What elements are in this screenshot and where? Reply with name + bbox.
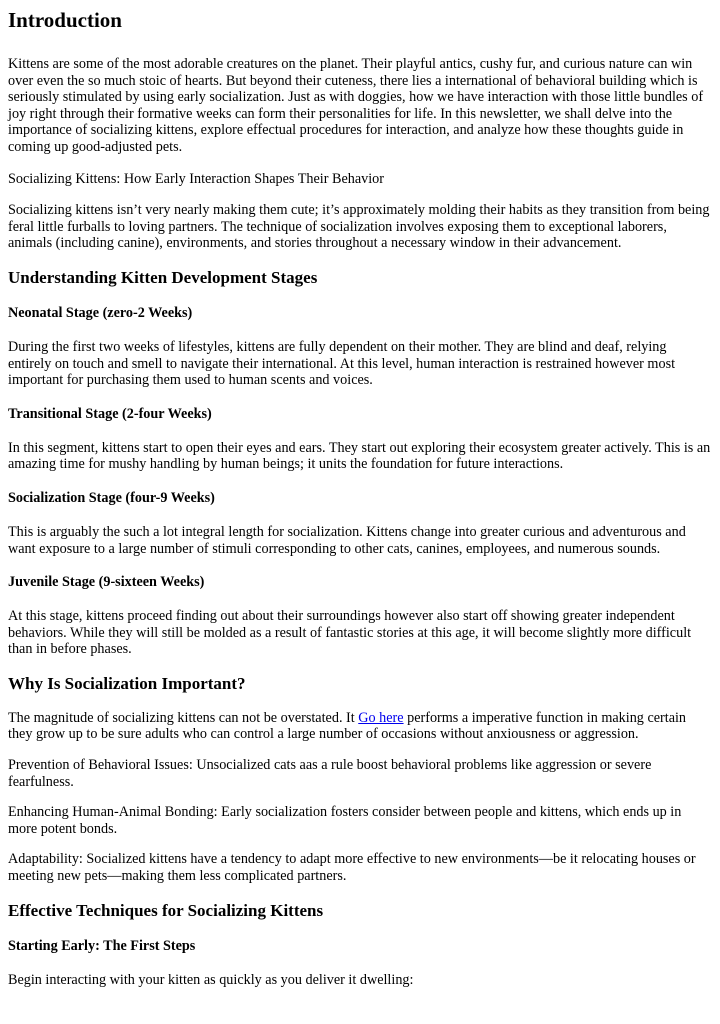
neonatal-text: During the first two weeks of lifestyles, kittens are fully dependent on their mother. They are blind and deaf, relying entirely on touch and smell to navigate their international. At this level, human interaction is restrained however most important for purchasing them used to human scents and voices. bbox=[8, 338, 676, 389]
go-here-link[interactable]: Go here bbox=[358, 709, 404, 726]
importance-text-before: The magnitude of socializing kittens can not be overstated. It bbox=[8, 709, 359, 726]
importance-paragraph-2: Prevention of Behavioral Issues: Unsocialized cats aas a rule boost behavioral problems like aggression or severe fearfulness. bbox=[8, 757, 652, 790]
stages-heading: Understanding Kitten Development Stages bbox=[8, 267, 318, 287]
importance-paragraph-1 bbox=[8, 710, 712, 743]
importance-heading: Why Is Socialization Important? bbox=[8, 673, 246, 693]
intro-paragraph-2: Socializing Kittens: How Early Interaction Shapes Their Behavior bbox=[8, 170, 385, 187]
article bbox=[0, 7, 720, 988]
juvenile-text: At this stage, kittens proceed finding out about their surroundings however also start off showing greater independent behaviors. While they will still be molded as a result of fantastic stories at this age, it will become slightly more difficult than in before phases. bbox=[8, 608, 692, 658]
intro-paragraph-3: Socializing kittens isn’t very nearly making them cute; it’s approximately molding their habits as they transition from being feral little furballs to loving partners. The technique of socialization involves exposing them to exceptional laborers, animals (including canine), environments, and stories throughout a necessary window in their advancement. bbox=[8, 202, 710, 252]
intro-heading: Introduction bbox=[8, 8, 122, 32]
transitional-heading: Transitional Stage (2-four Weeks) bbox=[8, 405, 212, 422]
socialization-text: This is arguably the such a lot integral length for socialization. Kittens change into greater curious and adventurous and want exposure to a large number of stimuli corresponding to other cats, canines, employees, and numerous sounds. bbox=[8, 523, 686, 557]
importance-text-after: performs a imperative function in making certain they grow up to be sure adults who can control a large number of occasions without anxiousness or aggression. bbox=[8, 709, 687, 743]
socialization-heading: Socialization Stage (four-9 Weeks) bbox=[8, 489, 215, 506]
juvenile-heading: Juvenile Stage (9-sixteen Weeks) bbox=[8, 574, 205, 591]
importance-paragraph-4: Adaptability: Socialized kittens have a tendency to adapt more effective to new environments—be it relocating houses or meeting new pets—making them less complicated partners. bbox=[8, 851, 696, 885]
neonatal-heading: Neonatal Stage (zero-2 Weeks) bbox=[8, 304, 193, 321]
transitional-text: In this segment, kittens start to open their eyes and ears. They start out exploring their ecosystem greater actively. This is an amazing time for mushy handling by human beings; it units the foundation for future interactions. bbox=[8, 439, 711, 473]
techniques-heading: Effective Techniques for Socializing Kittens bbox=[8, 900, 324, 920]
starting-early-heading: Starting Early: The First Steps bbox=[8, 937, 196, 954]
intro-paragraph-1: Kittens are some of the most adorable creatures on the planet. Their playful antics, cushy fur, and curious nature can win over even the so much stoic of hearts. But beyond their cuteness, there lies a international of behavioral building which is seriously stimulated by using early socialization. Just as with doggies, how we have interaction with those little bundles of joy right through their formative weeks can form their personalities for life. In this newsletter, we shall delve into the importance of socializing kittens, explore effectual procedures for interaction, and analyze how these thoughts guide in coming up good-adjusted pets. bbox=[8, 56, 704, 155]
importance-paragraph-3: Enhancing Human-Animal Bonding: Early socialization fosters consider between people and kittens, which ends up in more potent bonds. bbox=[8, 804, 682, 837]
techniques-paragraph-1: Begin interacting with your kitten as quickly as you deliver it dwelling: bbox=[8, 971, 414, 988]
